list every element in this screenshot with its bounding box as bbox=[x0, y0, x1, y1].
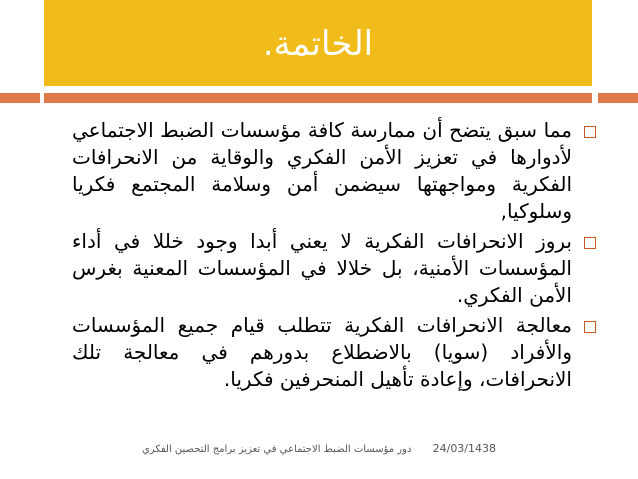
title-bar bbox=[44, 0, 592, 86]
footer-text: دور مؤسسات الضبط الاجتماعي في تعزيز برامج التحصين الفكري bbox=[141, 444, 412, 455]
bullet-text-2: بروز الانحرافات الفكرية لا يعني أبدا وجود خللا في أداء المؤسسات الأمنية، بل خلالا في المؤسسات المعنية بغرس الأمن الفكري. bbox=[72, 229, 572, 307]
bullet-list bbox=[72, 117, 598, 396]
bullet-text-1: مما سبق يتضح أن ممارسة كافة مؤسسات الضبط الاجتماعي لأدوارها في تعزيز الأمن الفكري والوقاية من الانحرافات الفكرية ومواجهتها سيضمن أمن وسلامة المجتمع فكريا وسلوكيا, bbox=[72, 118, 572, 223]
accent-strip-center bbox=[44, 93, 592, 103]
bullet-item-2 bbox=[72, 228, 598, 309]
bullet-item-3 bbox=[72, 312, 598, 393]
square-bullet-icon bbox=[584, 126, 596, 138]
slide-title: الخاتمة. bbox=[262, 24, 374, 64]
bullet-text-3: معالجة الانحرافات الفكرية تتطلب قيام جميع المؤسسات والأفراد (سويا) بالاضطلاع بدورهم في معالجة تلك الانحرافات، وإعادة تأهيل المنحرفين فكريا. bbox=[72, 313, 572, 391]
bullet-item-1 bbox=[72, 117, 598, 225]
square-bullet-icon bbox=[584, 321, 596, 333]
accent-strip-right bbox=[598, 93, 638, 103]
square-bullet-icon bbox=[584, 237, 596, 249]
slide-footer bbox=[0, 442, 638, 455]
accent-strip-left bbox=[0, 93, 40, 103]
footer-date: 24/03/1438 bbox=[432, 442, 497, 455]
